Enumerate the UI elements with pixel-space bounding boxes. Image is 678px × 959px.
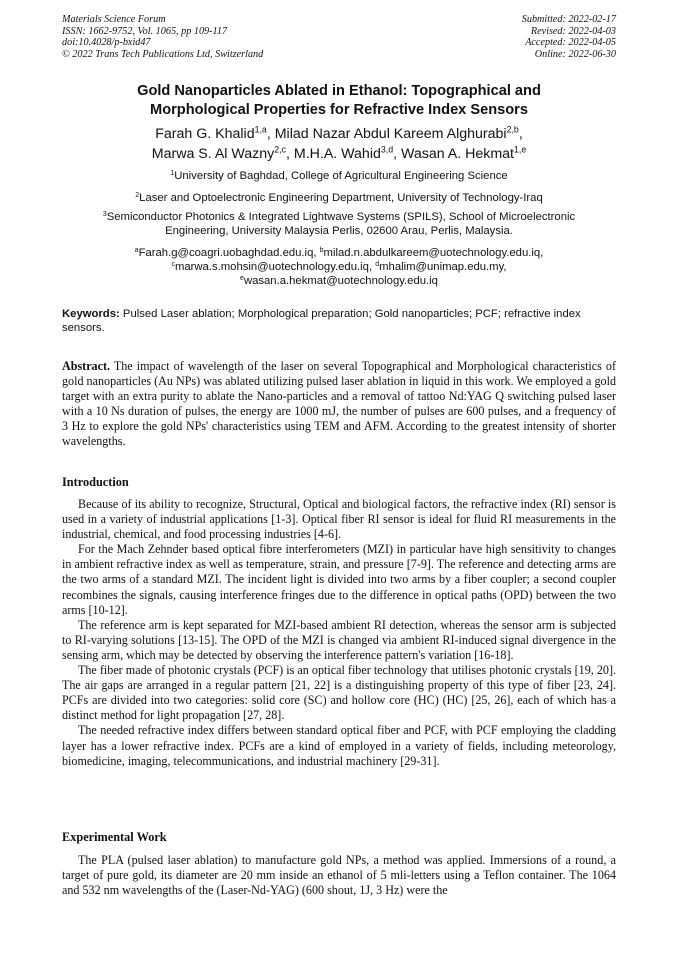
journal-info bbox=[62, 14, 263, 60]
author-5-affil: 1,e bbox=[514, 144, 527, 155]
journal-issn: ISSN: 1662-9752, Vol. 1065, pp 109-117 bbox=[62, 25, 228, 37]
author-3-affil: 2,c bbox=[274, 144, 286, 155]
author-3: Marwa S. Al Wazny bbox=[151, 146, 275, 162]
author-5: Wasan A. Hekmat bbox=[400, 146, 514, 162]
author-list: Farah G. Khalid$^{1,a}$, Milad Nazar Abdul Kareem Alghurabi$^{2,b}$, Marwa S. Al Wazny$^{2,c}$, M.H.A. Wahid$^{3,d}$, Wasan A. Hekmat$^{1,e}$ bbox=[151, 124, 527, 162]
title-line-1: Gold Nanoparticles Ablated in Ethanol: Topographical and bbox=[137, 83, 541, 99]
email-b-link[interactable]: milad.n.abdulkareem@uotechnology.edu.iq bbox=[323, 247, 541, 259]
affiliation-3-text-line-2: Engineering, University Malaysia Perlis, 02600 Arau, Perlis, Malaysia. bbox=[165, 225, 513, 238]
author-4-affil: 3,d bbox=[380, 144, 394, 155]
journal-name: Materials Science Forum bbox=[62, 14, 166, 25]
journal-copyright: © 2022 Trans Tech Publications Ltd, Switzerland bbox=[62, 48, 264, 60]
email-a-link[interactable]: Farah.g@coagri.uobaghdad.edu.iq bbox=[138, 247, 314, 259]
author-2: Milad Nazar Abdul Kareem Alghurabi bbox=[274, 126, 507, 142]
affiliation-2-text: Laser and Optoelectronic Engineering Department, University of Technology-Iraq bbox=[139, 192, 543, 204]
keywords-label: Keywords: bbox=[62, 308, 120, 320]
affiliation-2-number: 2 bbox=[135, 191, 140, 199]
author-4: M.H.A. Wahid bbox=[293, 146, 381, 162]
intro-paragraph-4: The fiber made of photonic crystals (PCF) is an optical fiber technology that utilises photonic crystals [19, 20]. The air gaps are arranged in a regular pattern [21, 22] is a distinguishing property of this type of fiber [23, 24]. PCFs are divided into two categories: solid core (SC) and hollow core (HC) (HC) [25, 26], each of which has a distinct method for light propagation [27, 28]. bbox=[62, 663, 616, 723]
intro-paragraph-1: Because of its ability to recognize, Structural, Optical and biological factors, the refractive index (RI) sensor is used in a variety of industrial applications [1-3]. Optical fiber RI sensor is ideal for fluid RI measurements in the industrial, chemical, and food processing industries [4-6]. bbox=[62, 497, 616, 542]
date-accepted: Accepted: 2022-04-05 bbox=[525, 37, 616, 49]
email-e-link[interactable]: wasan.a.hekmat@uotechnology.edu.iq bbox=[243, 274, 438, 287]
abstract-label: Abstract. bbox=[62, 359, 111, 373]
publication-dates bbox=[522, 14, 616, 60]
affiliation-1 bbox=[62, 169, 616, 183]
email-a-marker: a bbox=[134, 246, 139, 254]
author-1-affil: 1,a bbox=[254, 124, 267, 135]
affiliation-3 bbox=[62, 210, 616, 239]
title-line-2: Morphological Properties for Refractive Index Sensors bbox=[150, 102, 528, 118]
affiliation-2 bbox=[62, 191, 616, 205]
section-heading-introduction: Introduction bbox=[62, 475, 129, 489]
keywords-text: Pulsed Laser ablation; Morphological preparation; Gold nanoparticles; PCF; refractive index sensors. bbox=[62, 308, 581, 335]
date-submitted: Submitted: 2022-02-17 bbox=[521, 14, 616, 25]
experimental-paragraph-1: The PLA (pulsed laser ablation) to manufacture gold NPs, a method was applied. Immersions of a round, a target of pure gold, its diameter are 20 mm inside an ethanol of 5 mli-letters using a Teflon container. The 1064 and 532 nm wavelengths of the (Laser-Nd-YAG) (600 shout, 1J, 3 Hz) were the bbox=[62, 853, 616, 898]
author-2-affil: 2,b bbox=[506, 124, 519, 135]
email-c-link[interactable]: marwa.s.mohsin@uotechnology.edu.iq bbox=[174, 260, 369, 273]
affiliation-3-number: 3 bbox=[102, 210, 107, 218]
experimental-body bbox=[62, 853, 616, 898]
date-revised: Revised: 2022-04-03 bbox=[530, 25, 616, 37]
email-d-link[interactable]: mhalim@unimap.edu.my bbox=[379, 260, 504, 273]
author-emails: $^a$Farah.g@coagri.uobaghdad.edu.iq, $^b$milad.n.abdulkareem@uotechnology.edu.iq, $^c$marwa.s.mohsin@uotechnology.edu.iq, $^d$mhalim@unimap.edu.my, $^e$wasan.a.hekmat@uotechnology.edu.iq bbox=[134, 246, 544, 287]
date-online: Online: 2022-06-30 bbox=[534, 48, 616, 60]
email-b-marker: b bbox=[319, 246, 324, 254]
intro-paragraph-3: The reference arm is kept separated for MZI-based ambient RI detection, whereas the sensor arm is subjected to RI-varying solutions [13-15]. The OPD of the MZI is changed via ambient RI-induced signal divergence in the sensing arm, which may be detected by observing the interference pattern's variation [16-18]. bbox=[62, 617, 616, 662]
email-c-marker: c bbox=[171, 260, 175, 268]
affiliation-1-text: University of Baghdad, College of Agricultural Engineering Science bbox=[174, 170, 508, 182]
keywords bbox=[62, 307, 616, 335]
intro-paragraph-5: The needed refractive index differs between standard optical fiber and PCF, with PCF employing the cladding layer has a lower refractive index. PCFs are a kind of employed in a variety of fields, including meteorology, biomedicine, imaging, telecommunications, and industrial machinery [29-31]. bbox=[62, 723, 616, 768]
author-1: Farah G. Khalid bbox=[155, 126, 255, 142]
abstract bbox=[62, 359, 616, 450]
affiliation-1-number: 1 bbox=[170, 169, 175, 177]
intro-paragraph-2: For the Mach Zehnder based optical fibre interferometers (MZI) in particular have high sensitivity to changes in ambient refractive index as well as temperature, strain, and pressure [7-9]. The reference and detecting arms are the two arms of a standard MZI. The incident light is divided into two arms by a fiber coupler; a second coupler recombines the signals, causing interference fringes due to the difference in optical paths (OPD) between the two arms [10-12]. bbox=[62, 542, 616, 617]
section-heading-experimental: Experimental Work bbox=[62, 830, 167, 844]
email-d-marker: d bbox=[375, 260, 380, 268]
paper-title bbox=[62, 82, 616, 120]
journal-doi: doi:10.4028/p-bxid47 bbox=[62, 37, 151, 49]
introduction-body bbox=[62, 497, 616, 769]
affiliation-3-text-line-1: Semiconductor Photonics & Integrated Lightwave Systems (SPILS), School of Microelectronic bbox=[106, 211, 576, 223]
email-e-marker: e bbox=[240, 274, 244, 282]
abstract-text: The impact of wavelength of the laser on several Topographical and Morphological characteristics of gold nanoparticles (Au NPs) was ablated utilizing pulsed laser ablation in liquid in this work. We employed a gold target with an extra purity to ablate the Nano-particles and a removal of tattoo Nd:YAG Q switching pulsed laser with a 10 Ns duration of pulses, the energy are 1000 mJ, the number of pulses are 600 pulses, and a frequency of 3 Hz to explore the gold NPs' characteristics using TEM and AFM. According to the greatest intensity of shorter wavelengths. bbox=[62, 359, 616, 449]
